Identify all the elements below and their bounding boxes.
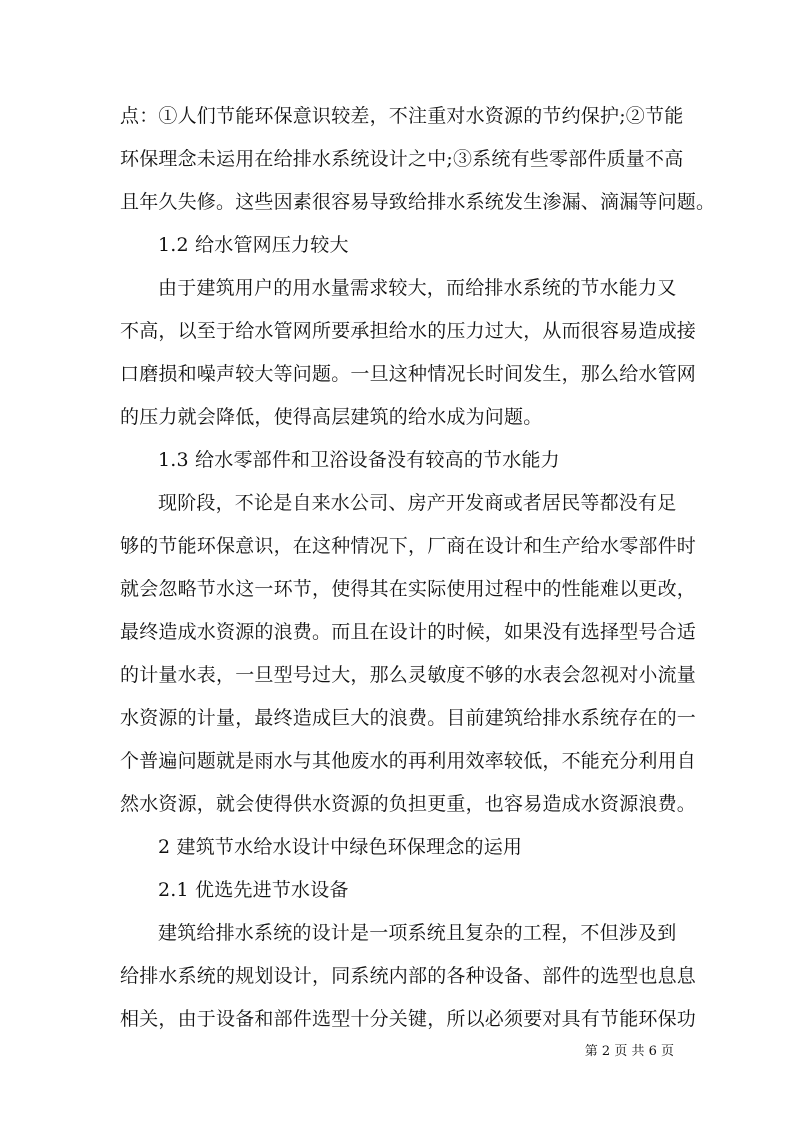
paragraph-line: 个普遍问题就是雨水与其他废水的再利用效率较低，不能充分利用自 [120,750,697,772]
paragraph-line: 且年久失修。这些因素很容易导致给排水系统发生渗漏、滴漏等问题。 [120,191,716,213]
paragraph-line: 就会忽略节水这一环节，使得其在实际使用过程中的性能难以更改， [120,578,697,600]
paragraph-line: 不高，以至于给水管网所要承担给水的压力过大，从而很容易造成接 [120,320,697,342]
section-heading: 2.1 优选先进节水设备 [158,879,349,901]
page-number-footer: 第 2 页 共 6 页 [584,1044,674,1059]
paragraph-line: 建筑给排水系统的设计是一项系统且复杂的工程，不但涉及到 [158,922,677,944]
paragraph-line: 最终造成水资源的浪费。而且在设计的时候，如果没有选择型号合适 [120,621,697,643]
section-heading: 1.3 给水零部件和卫浴设备没有较高的节水能力 [158,449,560,471]
section-heading: 2 建筑节水给水设计中绿色环保理念的运用 [158,836,523,858]
paragraph-line: 环保理念未运用在给排水系统设计之中;③系统有些零部件质量不高 [120,148,684,170]
paragraph-line: 由于建筑用户的用水量需求较大，而给排水系统的节水能力又 [158,277,677,299]
paragraph-line: 够的节能环保意识，在这种情况下，厂商在设计和生产给水零部件时 [120,535,697,557]
paragraph-line: 的计量水表，一旦型号过大，那么灵敏度不够的水表会忽视对小流量 [120,664,697,686]
paragraph-line: 相关，由于设备和部件选型十分关键，所以必须要对具有节能环保功 [120,1008,697,1030]
paragraph-line: 的压力就会降低，使得高层建筑的给水成为问题。 [120,406,543,428]
paragraph-line: 然水资源，就会使得供水资源的负担更重，也容易造成水资源浪费。 [120,793,697,815]
section-heading: 1.2 给水管网压力较大 [158,234,349,256]
paragraph-line: 点：①人们节能环保意识较差，不注重对水资源的节约保护;②节能 [120,105,684,127]
paragraph-line: 现阶段，不论是自来水公司、房产开发商或者居民等都没有足 [158,492,677,514]
paragraph-line: 口磨损和噪声较大等问题。一旦这种情况长时间发生，那么给水管网 [120,363,697,385]
paragraph-line: 水资源的计量，最终造成巨大的浪费。目前建筑给排水系统存在的一 [120,707,697,729]
paragraph-line: 给排水系统的规划设计，同系统内部的各种设备、部件的选型也息息 [120,965,697,987]
